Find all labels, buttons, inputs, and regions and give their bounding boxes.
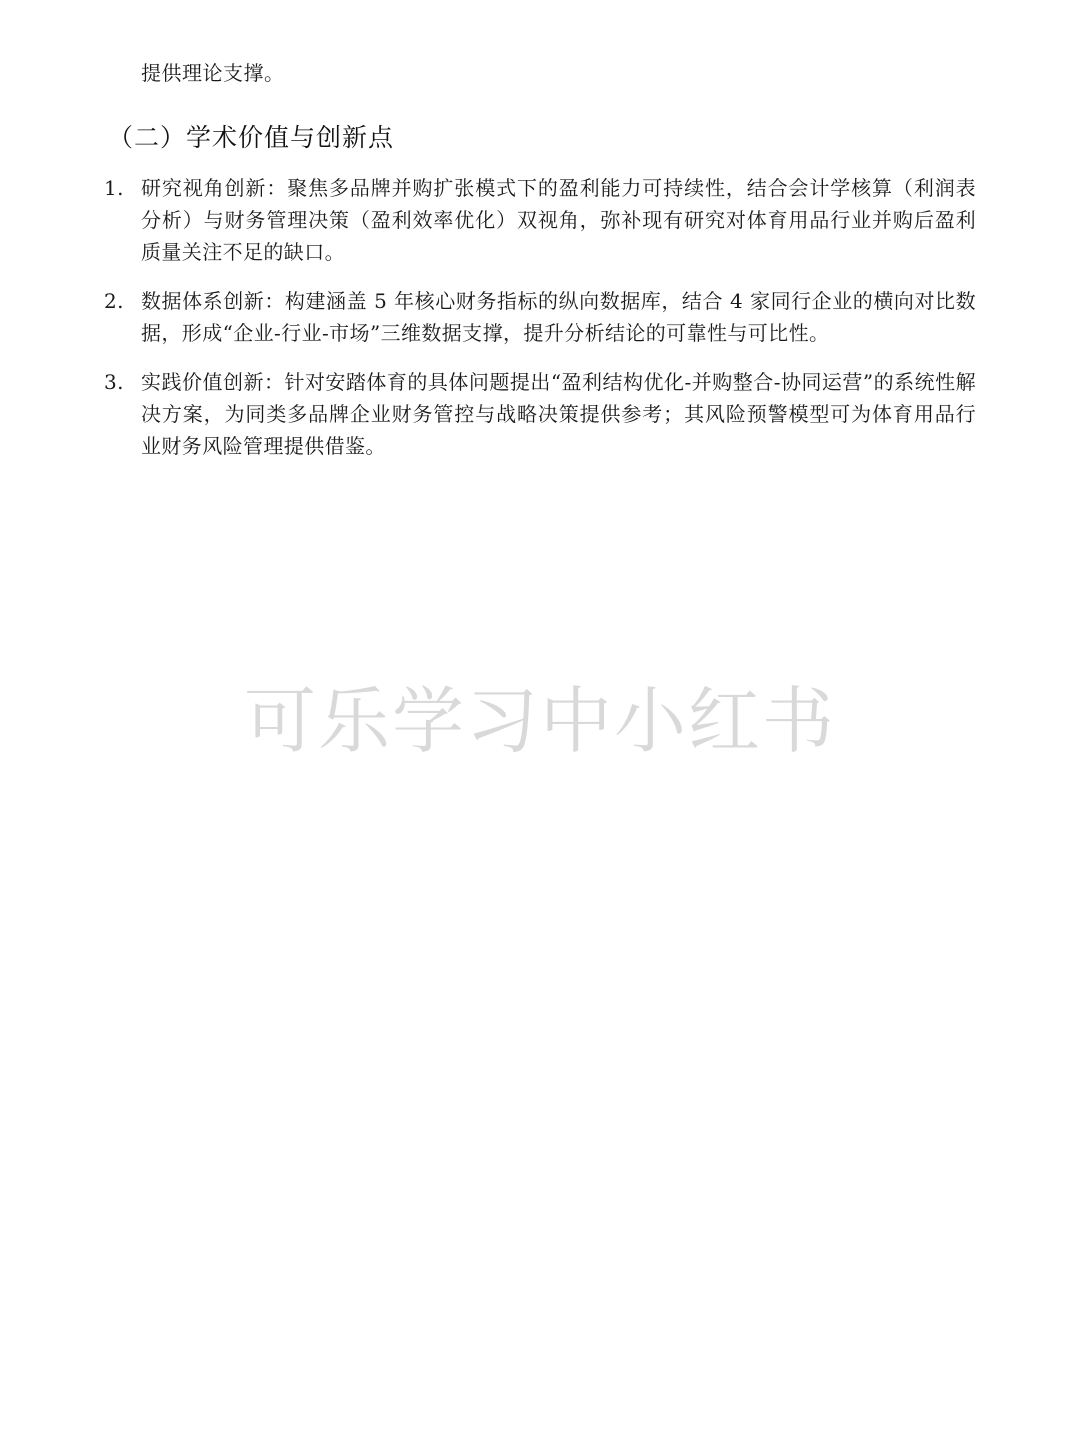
list-item-number: 3. [104,370,124,394]
list-item [104,285,976,349]
list-item-number: 2. [104,289,124,313]
watermark: 可乐学习中小红书 [243,679,836,763]
innovation-list [104,172,976,479]
list-item-number: 1. [104,176,124,200]
list-item-text: 研究视角创新：聚焦多品牌并购扩张模式下的盈利能力可持续性，结合会计学核算（利润表分析）与财务管理决策（盈利效率优化）双视角，弥补现有研究对体育用品行业并购后盈利质量关注不足的缺口。 [141,176,976,264]
section-heading: （二）学术价值与创新点 [108,123,395,152]
list-item-text: 数据体系创新：构建涵盖 5 年核心财务指标的纵向数据库，结合 4 家同行企业的横向对比数据，形成“企业-行业-市场”三维数据支撑，提升分析结论的可靠性与可比性。 [141,289,976,345]
list-item-text: 实践价值创新：针对安踏体育的具体问题提出“盈利结构优化-并购整合-协同运营”的系统性解决方案，为同类多品牌企业财务管控与战略决策提供参考；其风险预警模型可为体育用品行业财务风险管理提供借鉴。 [141,370,976,458]
continuation-paragraph: 提供理论支撑。 [141,61,285,85]
list-item [104,366,976,462]
list-item [104,172,976,268]
